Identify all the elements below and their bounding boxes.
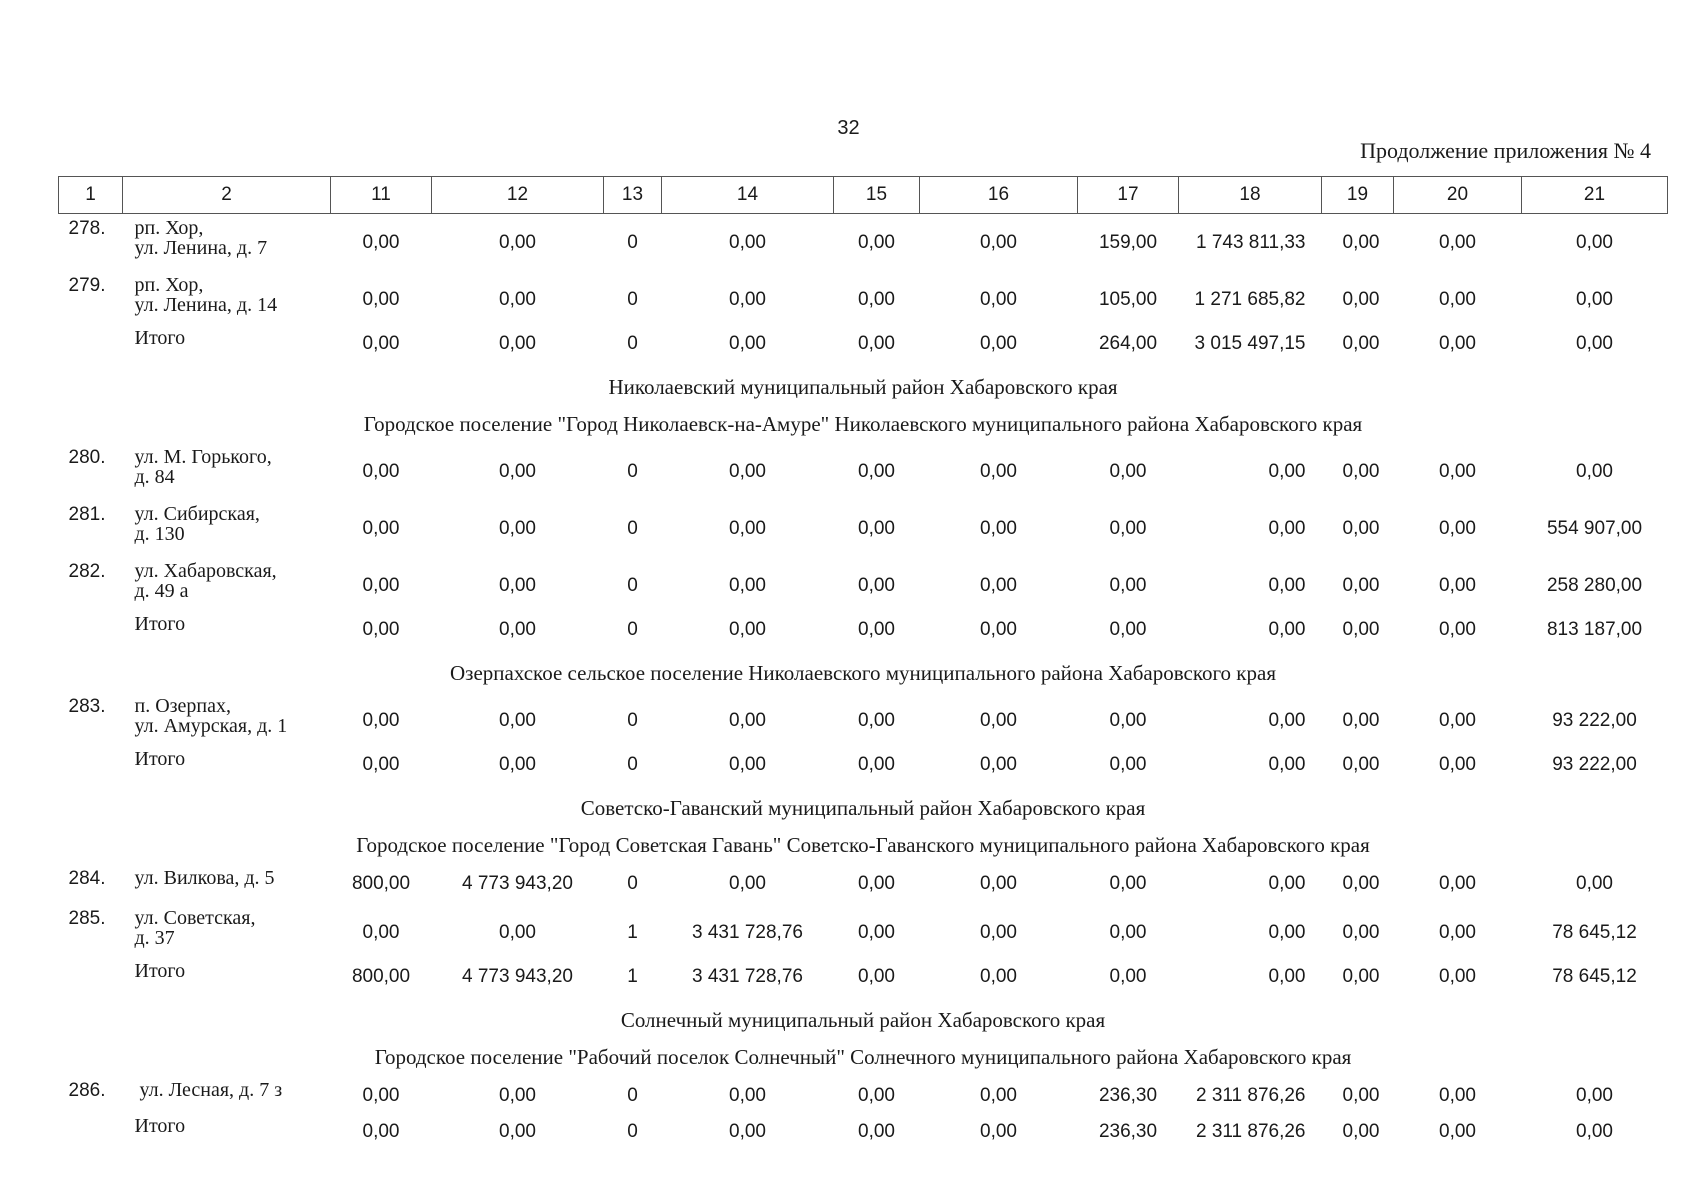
value-cell: 0 [627, 1121, 638, 1142]
value-cell: 813 187,00 [1546, 619, 1643, 640]
value-cell: 0,00 [1439, 921, 1476, 943]
value-cell: 0,00 [362, 1085, 400, 1106]
value-cell: 0 [627, 460, 638, 482]
value-cell: 0,00 [1342, 333, 1380, 354]
value-cell: 0,00 [1268, 619, 1306, 640]
section-heading: Городское поселение "Город Николаевск-на-Амуре" Николаевского муниципального района Хабаровского края [363, 412, 1363, 436]
value-cell: 159,00 [1098, 231, 1158, 253]
address-line: ул. Ленина, д. 14 [134, 294, 278, 316]
value-cell: 0,00 [1268, 966, 1306, 987]
value-cell: 0,00 [1439, 1121, 1476, 1142]
value-cell: 0,00 [1439, 288, 1476, 310]
section-heading: Городское поселение "Город Советская Гавань" Советско-Гаванского муниципального района Хабаровского края [356, 833, 1370, 857]
column-header: 18 [1179, 177, 1322, 214]
value-cell: 0,00 [1109, 619, 1147, 640]
value-cell: 800,00 [351, 966, 411, 987]
value-cell: 0,00 [1439, 574, 1476, 596]
data-table [58, 176, 1668, 1157]
value-cell: 0,00 [499, 1085, 536, 1106]
section-heading: Озерпахское сельское поселение Николаевского муниципального района Хабаровского края [450, 661, 1276, 685]
value-cell: 0,00 [499, 574, 536, 596]
value-cell: 0,00 [1342, 231, 1380, 253]
section-heading-row [59, 369, 1668, 406]
value-cell: 0,00 [499, 709, 536, 731]
value-cell: 4 773 943,20 [462, 966, 573, 987]
value-cell: 0,00 [362, 288, 400, 310]
value-cell: 0,00 [1109, 921, 1147, 943]
value-cell: 3 015 497,15 [1194, 333, 1306, 354]
value-cell: 0,00 [1576, 1085, 1613, 1106]
value-cell: 0,00 [362, 619, 400, 640]
row-number: 286. [68, 1080, 106, 1101]
header-row [59, 177, 1668, 214]
address-line: Итого [134, 960, 186, 982]
total-label [123, 749, 331, 790]
table-row [59, 692, 1668, 749]
value-cell: 0,00 [1342, 619, 1380, 640]
value-cell: 4 773 943,20 [462, 873, 573, 894]
value-cell: 0,00 [1576, 460, 1613, 482]
value-cell: 0,00 [729, 619, 766, 640]
row-number: 280. [68, 447, 106, 468]
value-cell: 0,00 [362, 460, 400, 482]
value-cell: 0,00 [1342, 574, 1380, 596]
value-cell: 0,00 [1576, 1121, 1613, 1142]
value-cell: 0,00 [1109, 966, 1147, 987]
value-cell: 0,00 [1439, 231, 1476, 253]
value-cell: 264,00 [1098, 333, 1158, 354]
value-cell: 0,00 [1342, 709, 1380, 731]
value-cell: 1 [627, 966, 638, 987]
address-line: д. 84 [134, 466, 175, 488]
value-cell: 0 [627, 754, 638, 775]
value-cell: 0,00 [1109, 517, 1147, 539]
continuation-note: Продолжение приложения № 4 [1360, 138, 1651, 163]
address-line: ул. Сибирская, [134, 503, 260, 525]
row-number: 285. [68, 908, 106, 929]
row-number [59, 961, 123, 1002]
value-cell: 0,00 [1576, 288, 1613, 310]
column-header: 16 [920, 177, 1078, 214]
value-cell: 0,00 [1268, 517, 1306, 539]
table-row [59, 443, 1668, 500]
value-cell: 0,00 [858, 709, 895, 731]
value-cell: 0,00 [729, 709, 766, 731]
value-cell: 0,00 [858, 873, 895, 894]
value-cell: 0,00 [362, 1121, 400, 1142]
value-cell: 0,00 [858, 921, 895, 943]
value-cell: 3 431 728,76 [692, 921, 803, 943]
value-cell: 0,00 [1342, 1121, 1380, 1142]
value-cell: 0,00 [1109, 709, 1147, 731]
value-cell: 0,00 [729, 517, 766, 539]
address-line: ул. Советская, [134, 907, 256, 929]
value-cell: 0,00 [980, 873, 1017, 894]
total-row [59, 328, 1668, 369]
value-cell: 0,00 [362, 231, 400, 253]
value-cell: 0 [627, 517, 638, 539]
total-row [59, 961, 1668, 1002]
value-cell: 0,00 [729, 288, 766, 310]
table-row [59, 1076, 1668, 1116]
value-cell: 0,00 [362, 921, 400, 943]
table-row [59, 864, 1668, 904]
column-header: 1 [59, 177, 123, 214]
column-header: 14 [662, 177, 834, 214]
value-cell: 0,00 [1342, 517, 1380, 539]
value-cell: 0,00 [1268, 460, 1306, 482]
column-header: 11 [331, 177, 432, 214]
value-cell: 78 645,12 [1552, 921, 1637, 943]
value-cell: 0,00 [1439, 517, 1476, 539]
value-cell: 0,00 [858, 1121, 895, 1142]
value-cell: 0,00 [1109, 460, 1147, 482]
value-cell: 0,00 [1439, 709, 1476, 731]
column-header: 13 [604, 177, 662, 214]
address-cell [123, 557, 331, 614]
value-cell: 0,00 [1342, 873, 1380, 894]
address-line: ул. Хабаровская, [134, 560, 277, 582]
value-cell: 0,00 [858, 619, 895, 640]
section-heading: Советско-Гаванский муниципальный район Хабаровского края [580, 796, 1146, 820]
column-header: 2 [123, 177, 331, 214]
value-cell: 0,00 [1268, 574, 1306, 596]
value-cell: 0,00 [729, 754, 766, 775]
address-cell [123, 692, 331, 749]
value-cell: 0,00 [499, 288, 536, 310]
value-cell: 0,00 [1109, 574, 1147, 596]
value-cell: 1 743 811,33 [1195, 231, 1306, 253]
address-cell [123, 443, 331, 500]
value-cell: 0,00 [858, 517, 895, 539]
value-cell: 0,00 [858, 231, 895, 253]
address-line: рп. Хор, [134, 217, 204, 239]
column-header: 12 [432, 177, 604, 214]
value-cell: 236,30 [1098, 1121, 1158, 1142]
value-cell: 0,00 [858, 966, 895, 987]
table-row [59, 271, 1668, 328]
value-cell: 0,00 [1439, 619, 1476, 640]
value-cell: 0,00 [980, 966, 1017, 987]
row-number [59, 328, 123, 369]
address-line: д. 130 [134, 523, 185, 545]
value-cell: 2 311 876,26 [1195, 1085, 1306, 1106]
table-row [59, 500, 1668, 557]
value-cell: 0,00 [499, 231, 536, 253]
value-cell: 0,00 [858, 333, 895, 354]
value-cell: 0 [627, 873, 638, 894]
value-cell: 0 [627, 619, 638, 640]
value-cell: 0,00 [499, 754, 536, 775]
value-cell: 0,00 [729, 1121, 766, 1142]
address-line: Итого [134, 748, 186, 770]
value-cell: 0,00 [362, 517, 400, 539]
value-cell: 0,00 [980, 288, 1017, 310]
total-row [59, 614, 1668, 655]
total-label [123, 614, 331, 655]
value-cell: 0,00 [1439, 873, 1476, 894]
value-cell: 93 222,00 [1552, 754, 1637, 775]
value-cell: 0,00 [980, 921, 1017, 943]
row-number: 284. [68, 868, 106, 889]
value-cell: 0,00 [362, 574, 400, 596]
value-cell: 0,00 [1576, 231, 1613, 253]
column-header: 17 [1078, 177, 1179, 214]
value-cell: 0,00 [1439, 460, 1476, 482]
section-heading-row [59, 827, 1668, 864]
table-body [59, 214, 1668, 1158]
address-cell [123, 864, 331, 904]
value-cell: 800,00 [351, 873, 411, 894]
value-cell: 0,00 [362, 709, 400, 731]
total-label [123, 961, 331, 1002]
row-number [59, 614, 123, 655]
value-cell: 3 431 728,76 [692, 966, 803, 987]
row-number: 278. [68, 218, 106, 239]
value-cell: 0,00 [1439, 754, 1476, 775]
table-row [59, 557, 1668, 614]
value-cell: 0 [627, 288, 638, 310]
value-cell: 0,00 [1439, 966, 1476, 987]
table-row [59, 904, 1668, 961]
value-cell: 0,00 [729, 460, 766, 482]
value-cell: 236,30 [1098, 1085, 1158, 1106]
page-number: 32 [837, 117, 860, 139]
value-cell: 0,00 [1268, 921, 1306, 943]
value-cell: 0,00 [1439, 333, 1476, 354]
value-cell: 0,00 [499, 1121, 536, 1142]
value-cell: 0 [627, 1085, 638, 1106]
column-header: 20 [1394, 177, 1522, 214]
section-heading: Солнечный муниципальный район Хабаровского края [620, 1008, 1106, 1032]
section-heading-row [59, 790, 1668, 827]
value-cell: 0,00 [362, 754, 400, 775]
section-heading-row [59, 1039, 1668, 1076]
value-cell: 0 [627, 333, 638, 354]
value-cell: 0,00 [1576, 873, 1613, 894]
value-cell: 0,00 [729, 333, 766, 354]
section-heading: Городское поселение "Рабочий поселок Солнечный" Солнечного муниципального района Хабаровского края [374, 1045, 1352, 1069]
value-cell: 0,00 [499, 619, 536, 640]
value-cell: 0,00 [858, 288, 895, 310]
table-row [59, 214, 1668, 272]
address-line: д. 37 [134, 927, 175, 949]
value-cell: 0,00 [1576, 333, 1613, 354]
value-cell: 0,00 [980, 460, 1017, 482]
value-cell: 0,00 [980, 619, 1017, 640]
value-cell: 0,00 [729, 1085, 766, 1106]
value-cell: 1 271 685,82 [1194, 288, 1306, 310]
value-cell: 105,00 [1098, 288, 1158, 310]
value-cell: 0,00 [1268, 709, 1306, 731]
value-cell: 1 [627, 921, 638, 943]
value-cell: 0,00 [729, 873, 766, 894]
row-number: 279. [68, 275, 106, 296]
row-number [59, 1116, 123, 1157]
value-cell: 0,00 [980, 574, 1017, 596]
value-cell: 0,00 [980, 517, 1017, 539]
value-cell: 0,00 [980, 709, 1017, 731]
value-cell: 0,00 [499, 921, 536, 943]
value-cell: 0,00 [980, 754, 1017, 775]
value-cell: 0,00 [499, 333, 536, 354]
value-cell: 0,00 [980, 231, 1017, 253]
total-label [123, 1116, 331, 1157]
address-line: Итого [134, 613, 186, 635]
value-cell: 0,00 [1342, 460, 1380, 482]
address-line: ул. М. Горького, [134, 446, 272, 468]
value-cell: 0,00 [499, 517, 536, 539]
value-cell: 0,00 [1268, 873, 1306, 894]
address-cell [123, 904, 331, 961]
address-line: ул. Лесная, д. 7 з [134, 1079, 283, 1101]
value-cell: 0,00 [858, 1085, 895, 1106]
address-line: п. Озерпах, [134, 695, 232, 717]
address-cell [123, 1076, 331, 1116]
total-row [59, 1116, 1668, 1157]
value-cell: 0,00 [1342, 288, 1380, 310]
column-header: 15 [834, 177, 920, 214]
value-cell: 2 311 876,26 [1195, 1121, 1306, 1142]
address-cell [123, 500, 331, 557]
column-header: 19 [1322, 177, 1394, 214]
column-header: 21 [1522, 177, 1668, 214]
value-cell: 0,00 [1439, 1085, 1476, 1106]
address-line: ул. Амурская, д. 1 [134, 715, 288, 737]
total-label [123, 328, 331, 369]
value-cell: 554 907,00 [1546, 517, 1643, 539]
value-cell: 0,00 [1109, 873, 1147, 894]
address-line: рп. Хор, [134, 274, 204, 296]
address-line: Итого [134, 1115, 186, 1137]
value-cell: 0 [627, 231, 638, 253]
row-number: 282. [68, 561, 106, 582]
section-heading: Николаевский муниципальный район Хабаровского края [608, 375, 1118, 399]
value-cell: 0,00 [1109, 754, 1147, 775]
value-cell: 0,00 [858, 574, 895, 596]
value-cell: 0,00 [499, 460, 536, 482]
value-cell: 0,00 [1342, 921, 1380, 943]
address-line: Итого [134, 327, 186, 349]
value-cell: 78 645,12 [1552, 966, 1637, 987]
value-cell: 0,00 [1342, 1085, 1380, 1106]
value-cell: 0,00 [858, 754, 895, 775]
value-cell: 0,00 [980, 1085, 1017, 1106]
row-number: 283. [68, 696, 106, 717]
value-cell: 0,00 [858, 460, 895, 482]
value-cell: 0 [627, 574, 638, 596]
value-cell: 0,00 [1342, 966, 1380, 987]
row-number: 281. [68, 504, 106, 525]
value-cell: 0,00 [729, 231, 766, 253]
address-line: ул. Ленина, д. 7 [134, 237, 268, 259]
value-cell: 0 [627, 709, 638, 731]
value-cell: 258 280,00 [1546, 574, 1643, 596]
value-cell: 0,00 [729, 574, 766, 596]
section-heading-row [59, 655, 1668, 692]
address-cell [123, 214, 331, 272]
value-cell: 93 222,00 [1552, 709, 1637, 731]
value-cell: 0,00 [980, 333, 1017, 354]
address-line: ул. Вилкова, д. 5 [134, 867, 275, 889]
address-line: д. 49 а [134, 580, 189, 602]
section-heading-row [59, 1002, 1668, 1039]
value-cell: 0,00 [1268, 754, 1306, 775]
value-cell: 0,00 [980, 1121, 1017, 1142]
section-heading-row [59, 406, 1668, 443]
value-cell: 0,00 [1342, 754, 1380, 775]
address-cell [123, 271, 331, 328]
value-cell: 0,00 [362, 333, 400, 354]
total-row [59, 749, 1668, 790]
row-number [59, 749, 123, 790]
